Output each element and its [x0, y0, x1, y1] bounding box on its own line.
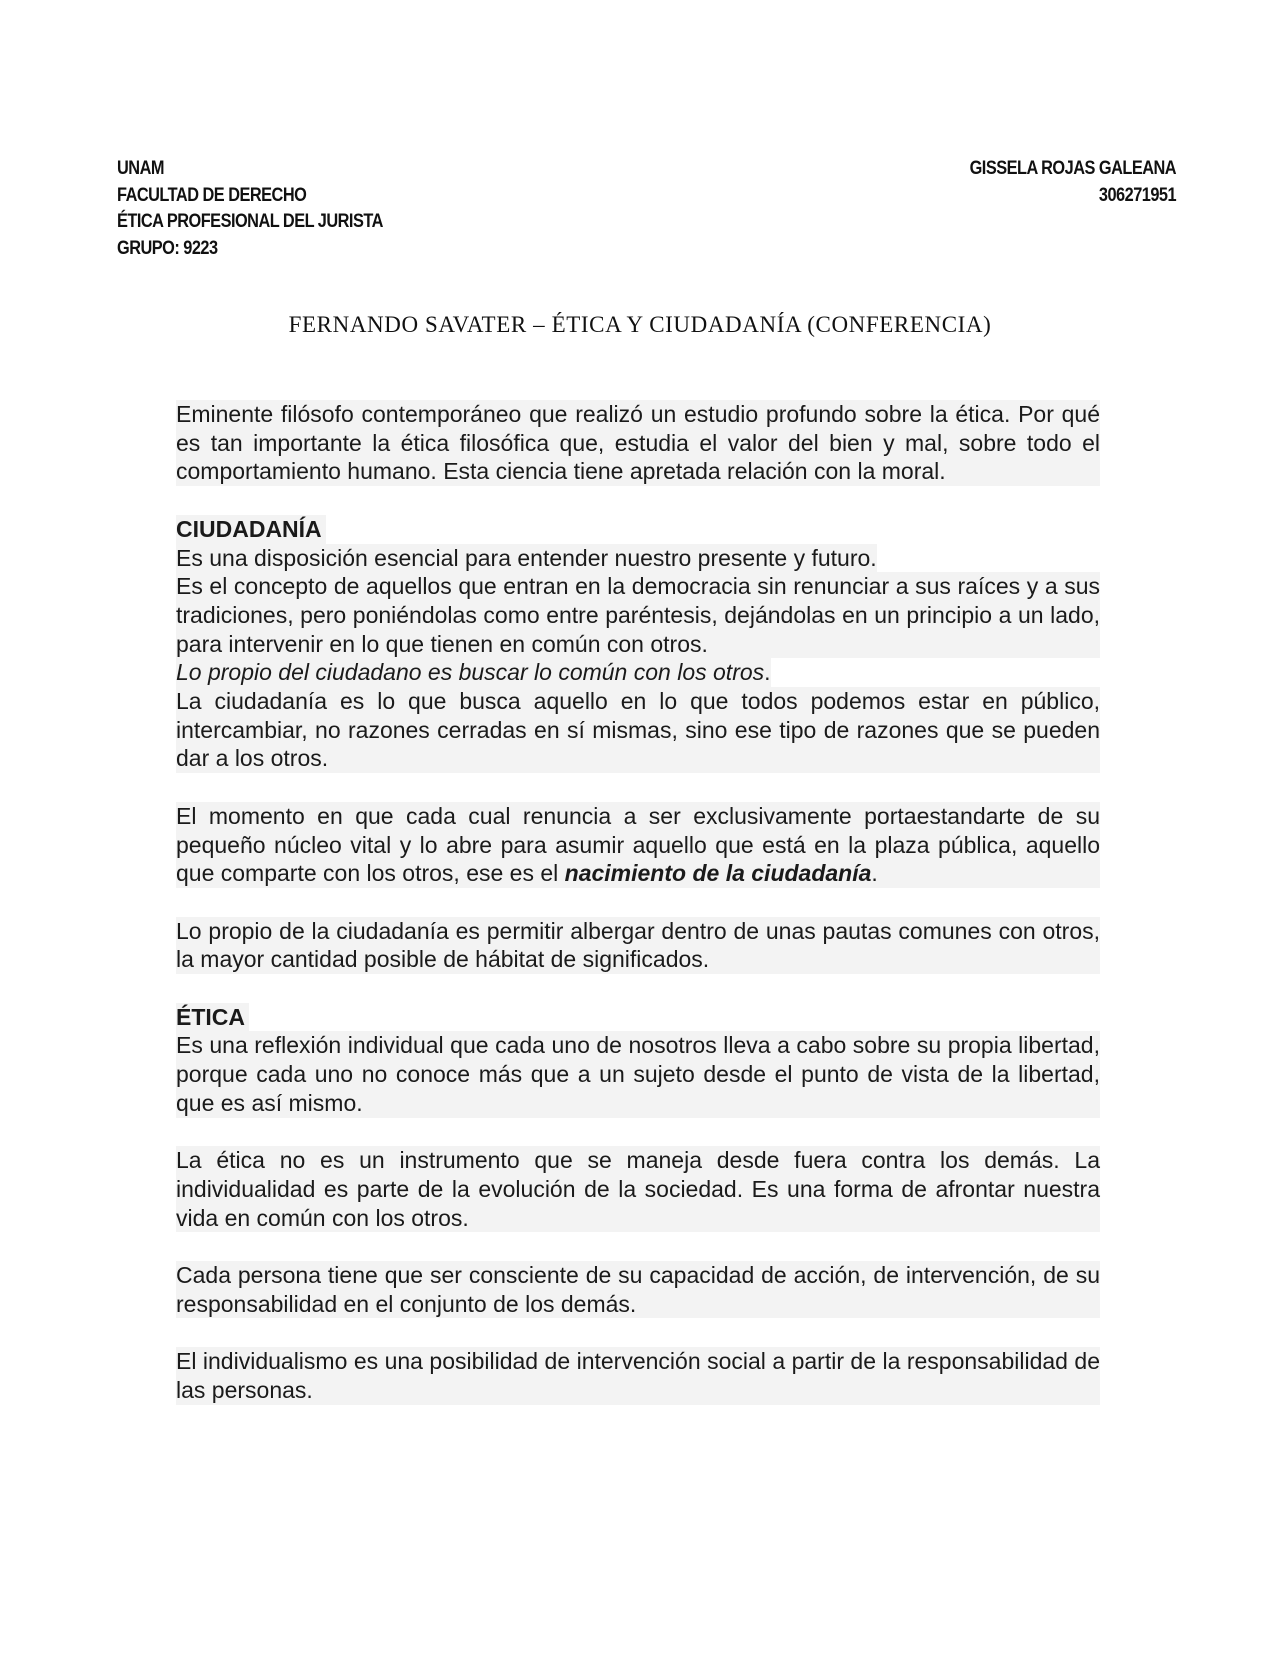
- student-account-number: 306271951: [1098, 184, 1176, 206]
- course-label: ÉTICA PROFESIONAL DEL JURISTA: [117, 211, 383, 232]
- ciudadania-paragraph-4: La ciudadanía es lo que busca aquello en lo que todos podemos estar en público, intercambiar, no razones cerradas en sí mismas, sino ese tipo de razones que se pueden dar a los otros.: [176, 688, 1100, 772]
- document-title: FERNANDO SAVATER – ÉTICA Y CIUDADANÍA (CONFERENCIA): [288, 312, 992, 337]
- ciudadania-paragraph-6: Lo propio de la ciudadanía es permitir albergar dentro de unas pautas comunes con otros, la mayor cantidad posible de hábitat de significados.: [176, 917, 1100, 973]
- header-left-block: [117, 156, 383, 262]
- etica-paragraph-1: Es una reflexión individual que cada uno de nosotros lleva a cabo sobre su propia libertad, porque cada uno no conoce más que a un sujeto desde el punto de vista de la libertad, que es así mismo.: [176, 1032, 1100, 1116]
- ciudadania-paragraph-5-text: El momento en que cada cual renuncia a ser exclusivamente portaestandarte de su pequeño núcleo vital y lo abre para asumir aquello que está en la plaza pública, aquello que comparte con los otros, ese es el: [176, 802, 1100, 887]
- faculty-label: FACULTAD DE DERECHO: [117, 184, 307, 206]
- ciudadania-paragraph-1: Es una disposición esencial para entender nuestro presente y futuro.: [176, 544, 877, 571]
- institution-label: UNAM: [117, 158, 164, 179]
- etica-paragraph-2: La ética no es un instrumento que se maneja desde fuera contra los demás. La individualidad es parte de la evolución de la sociedad. Es una forma de afrontar nuestra vida en común con los otros.: [176, 1147, 1100, 1231]
- etica-heading: ÉTICA: [176, 1003, 249, 1032]
- student-name: GISSELA ROJAS GALEANA: [969, 158, 1176, 179]
- ciudadania-paragraph-5: [176, 802, 1100, 888]
- etica-paragraph-3: Cada persona tiene que ser consciente de su capacidad de acción, de intervención, de su responsabilidad en el conjunto de los demás.: [176, 1262, 1100, 1317]
- ciudadania-italic-sentence: Lo propio del ciudadano es buscar lo común con los otros: [176, 659, 765, 686]
- ciudadania-paragraph-2: Es el concepto de aquellos que entran en la democracia sin renunciar a sus raíces y a sus tradiciones, pero poniéndolas como entre paréntesis, dejándolas en un principio a un lado, para intervenir en lo que tienen en común con otros.: [176, 573, 1100, 657]
- document-body: [176, 400, 1100, 1433]
- intro-paragraph: Eminente filósofo contemporáneo que realizó un estudio profundo sobre la ética. Por qué es tan importante la ética filosófica que, estudia el valor del bien y mal, sobre todo el comportamiento humano. Esta ciencia tiene apretada relación con la moral.: [176, 401, 1100, 485]
- header-right-block: [970, 156, 1176, 209]
- ciudadania-paragraph-5-end: .: [871, 860, 878, 887]
- ciudadania-heading: CIUDADANÍA: [176, 515, 326, 544]
- etica-paragraph-4: El individualismo es una posibilidad de intervención social a partir de la responsabilidad de las personas.: [176, 1348, 1100, 1403]
- ciudadania-italic-sentence-period: .: [764, 659, 771, 686]
- ciudadania-paragraph-3: [176, 658, 771, 687]
- ciudadania-emphasis: nacimiento de la ciudadanía: [564, 860, 872, 887]
- group-label: GRUPO: 9223: [117, 237, 218, 259]
